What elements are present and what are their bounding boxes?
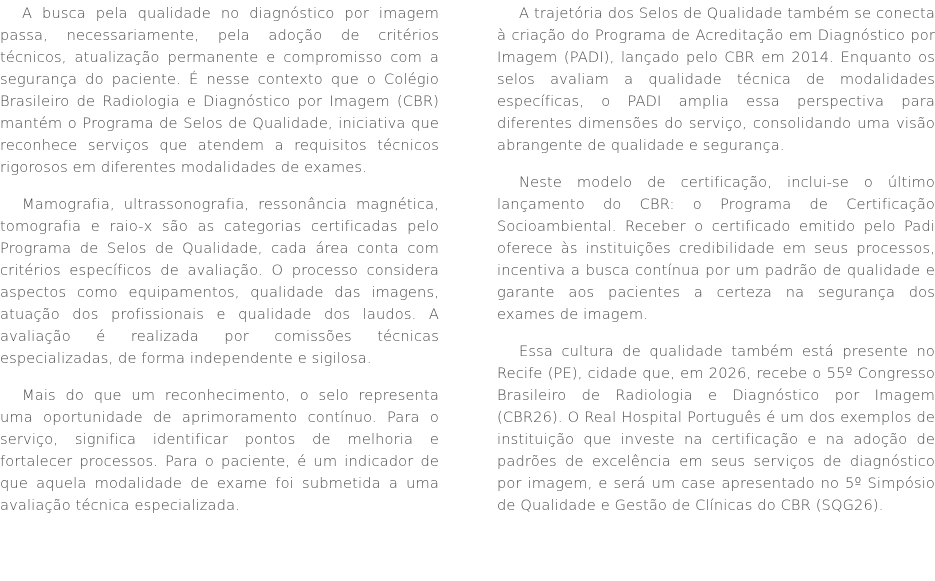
paragraph-cbr-quality-seals: A busca pela qualidade no diagnóstico por imagem passa, necessariamente, pela adoção de critérios técnicos, atualização permanente e compromisso com a segurança do paciente. É nesse contexto que o Colégio Brasileiro de Radiologia e Diagnóstico por Imagem (CBR) mantém o Programa de Selos de Qualidade, iniciativa que reconhece serviços que atendem a requisitos técnicos rigorosos em diferentes modalidades de exames. — [0, 5, 439, 176]
paragraph-certified-categories: Mamografia, ultrassonografia, ressonância magnética, tomografia e raio-x são as categorias certificadas pelo Programa de Selos de Qualidade, cada área conta com critérios específicos de avaliação. O processo considera aspectos como equipamentos, qualidade das imagens, atuação dos profissionais e qualidade dos laudos. A avaliação é realizada por comissões técnicas especializadas, de forma independente e sigilosa. — [0, 196, 439, 367]
right-column — [497, 3, 935, 578]
article-body — [0, 3, 935, 578]
left-column — [0, 3, 439, 578]
paragraph-continuous-improvement: Mais do que um reconhecimento, o selo representa uma oportunidade de aprimoramento contínuo. Para o serviço, significa identificar pontos de melhoria e fortalecer processos. Para o paciente, é um indicador de que aquela modalidade de exame foi submetida a uma avaliação técnica especializada. — [0, 387, 439, 514]
paragraph-recife-congress: Essa cultura de qualidade também está presente no Recife (PE), cidade que, em 2026, recebe o 55º Congresso Brasileiro de Radiologia e Diagnóstico por Imagem (CBR26). O Real Hospital Português é um dos exemplos de instituição que investe na certificação e na adoção de padrões de excelência em seus serviços de diagnóstico por imagem, e será um case apresentado no 5º Simpósio de Qualidade e Gestão de Clínicas do CBR (SQG26). — [497, 343, 935, 514]
paragraph-padi-accreditation: A trajetória dos Selos de Qualidade também se conecta à criação do Programa de Acreditação em Diagnóstico por Imagem (PADI), lançado pelo CBR em 2014. Enquanto os selos avaliam a qualidade técnica de modalidades específicas, o PADI amplia essa perspectiva para diferentes dimensões do serviço, consolidando uma visão abrangente de qualidade e segurança. — [497, 5, 935, 154]
paragraph-socioenvironmental-certification: Neste modelo de certificação, inclui-se o último lançamento do CBR: o Programa de Certificação Socioambiental. Receber o certificado emitido pelo Padi oferece às instituições credibilidade em seus processos, incentiva a busca contínua por um padrão de qualidade e garante aos pacientes a certeza na segurança dos exames de imagem. — [497, 174, 935, 323]
